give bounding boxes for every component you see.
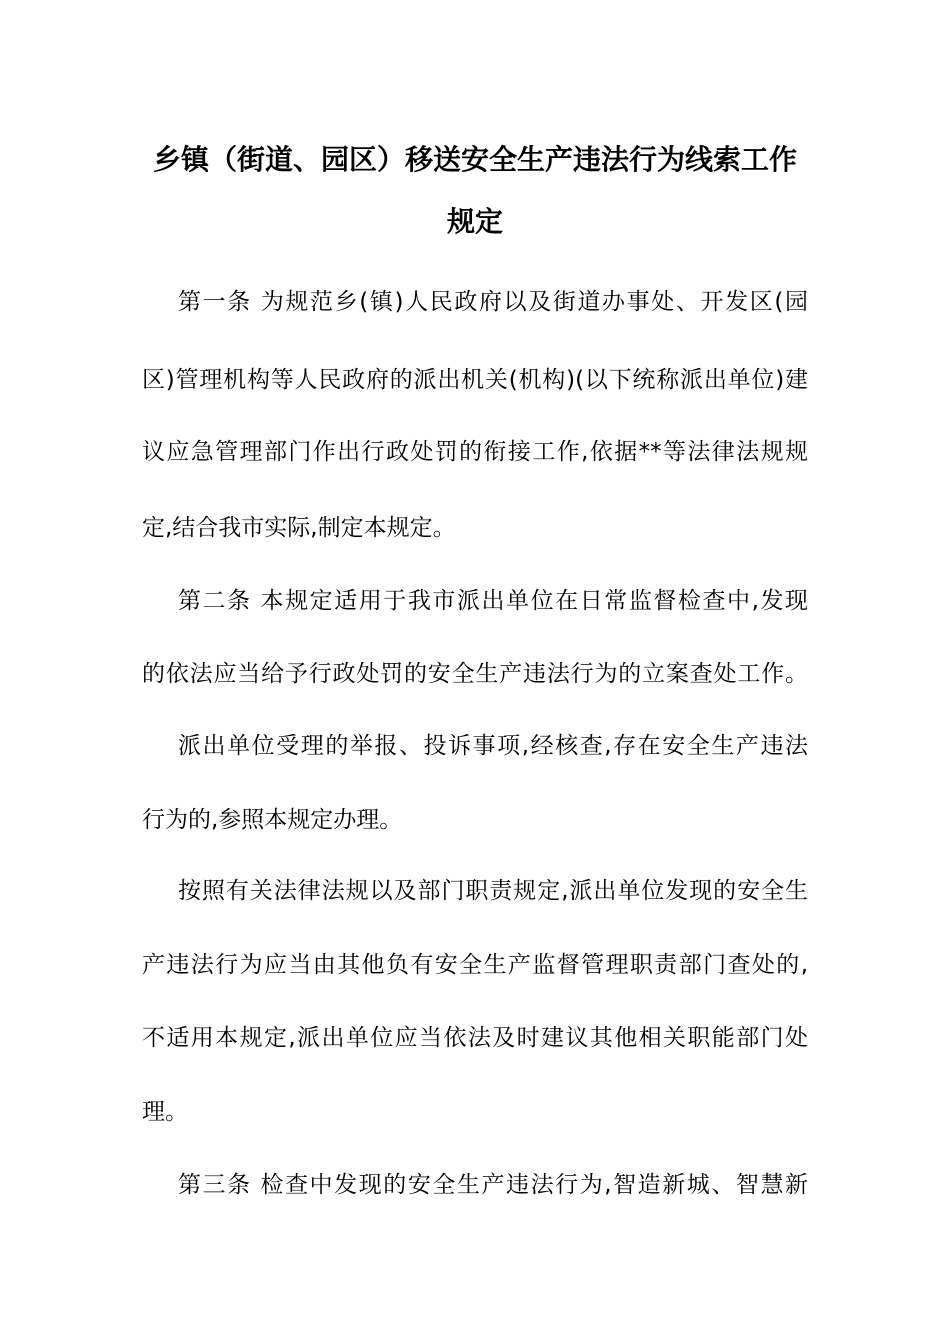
paragraph-other-depts-line-3: 不适用本规定,派出单位应当依法及时建议其他相关职能部门处 <box>142 1025 808 1051</box>
article-1-line-1: 第一条 为规范乡(镇)人民政府以及街道办事处、开发区(园 <box>178 289 808 315</box>
document-title-line-2: 规定 <box>446 205 503 238</box>
article-2-line-1: 第二条 本规定适用于我市派出单位在日常监督检查中,发现 <box>178 588 808 614</box>
document-title-line-1: 乡镇（街道、园区）移送安全生产违法行为线索工作 <box>152 143 797 176</box>
article-1-line-2: 区)管理机构等人民政府的派出机关(机构)(以下统称派出单位)建 <box>142 367 808 393</box>
paragraph-complaints-line-2: 行为的,参照本规定办理。 <box>142 807 403 833</box>
paragraph-other-depts-line-4: 理。 <box>142 1099 188 1125</box>
article-3-line-1: 第三条 检查中发现的安全生产违法行为,智造新城、智慧新 <box>178 1172 808 1198</box>
article-1-line-3: 议应急管理部门作出行政处罚的衔接工作,依据**等法律法规规 <box>142 439 808 465</box>
article-2-line-2: 的依法应当给予行政处罚的安全生产违法行为的立案查处工作。 <box>142 661 808 687</box>
paragraph-other-depts-line-1: 按照有关法律法规以及部门职责规定,派出单位发现的安全生 <box>178 878 808 904</box>
paragraph-other-depts-line-2: 产违法行为应当由其他负有安全生产监督管理职责部门查处的, <box>142 952 808 978</box>
article-1-line-4: 定,结合我市实际,制定本规定。 <box>142 515 456 541</box>
paragraph-complaints-line-1: 派出单位受理的举报、投诉事项,经核查,存在安全生产违法 <box>178 733 808 759</box>
